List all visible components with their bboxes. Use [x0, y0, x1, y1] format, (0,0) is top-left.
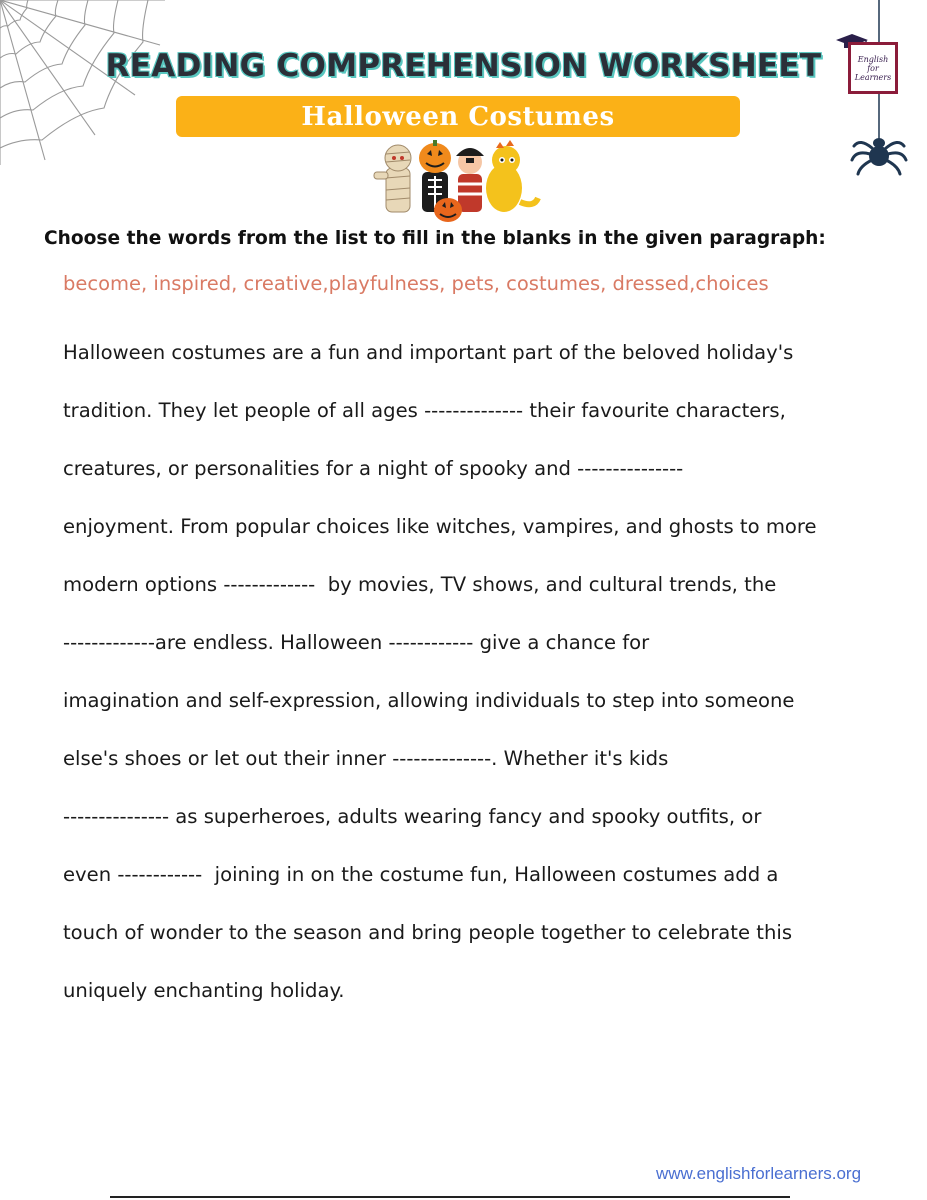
word-bank: become, inspired, creative,playfulness, pets, costumes, dressed,choices	[63, 272, 769, 295]
website-url[interactable]: www.englishforlearners.org	[656, 1164, 862, 1183]
logo-text: English for Learners	[854, 54, 892, 82]
passage-line: enjoyment. From popular choices like witches, vampires, and ghosts to more	[63, 515, 817, 538]
passage-line: touch of wonder to the season and bring people together to celebrate this	[63, 921, 793, 944]
bottom-divider	[110, 1196, 790, 1198]
passage-line: tradition. They let people of all ages -------------- their favourite characters,	[63, 399, 786, 422]
dinosaur-figure	[486, 140, 538, 212]
pirate-figure	[456, 148, 484, 212]
passage-line: else's shoes or let out their inner --------------. Whether it's kids	[63, 747, 669, 770]
passage-line: -------------are endless. Halloween ------------ give a chance for	[63, 631, 650, 654]
jack-o-lantern-bucket	[434, 198, 462, 222]
instruction-text: Choose the words from the list to fill in the blanks in the given paragraph:	[44, 228, 826, 249]
mummy-figure	[374, 145, 411, 212]
subtitle-text: Halloween Costumes	[301, 101, 615, 132]
halloween-costume-kids-illustration	[372, 138, 542, 224]
passage-line: imagination and self-expression, allowing individuals to step into someone	[63, 689, 795, 712]
subtitle-banner	[176, 96, 740, 137]
worksheet-title: READING COMPREHENSION WORKSHEET	[105, 48, 822, 84]
passage-line: Halloween costumes are a fun and important part of the beloved holiday's	[63, 341, 794, 364]
passage	[63, 338, 913, 1034]
passage-line: uniquely enchanting holiday.	[63, 979, 345, 1002]
passage-line: even ------------ joining in on the costume fun, Halloween costumes add a	[63, 863, 779, 886]
passage-line: --------------- as superheroes, adults wearing fancy and spooky outfits, or	[63, 805, 762, 828]
passage-line: creatures, or personalities for a night of spooky and ---------------	[63, 457, 684, 480]
passage-line: modern options ------------- by movies, TV shows, and cultural trends, the	[63, 573, 777, 596]
